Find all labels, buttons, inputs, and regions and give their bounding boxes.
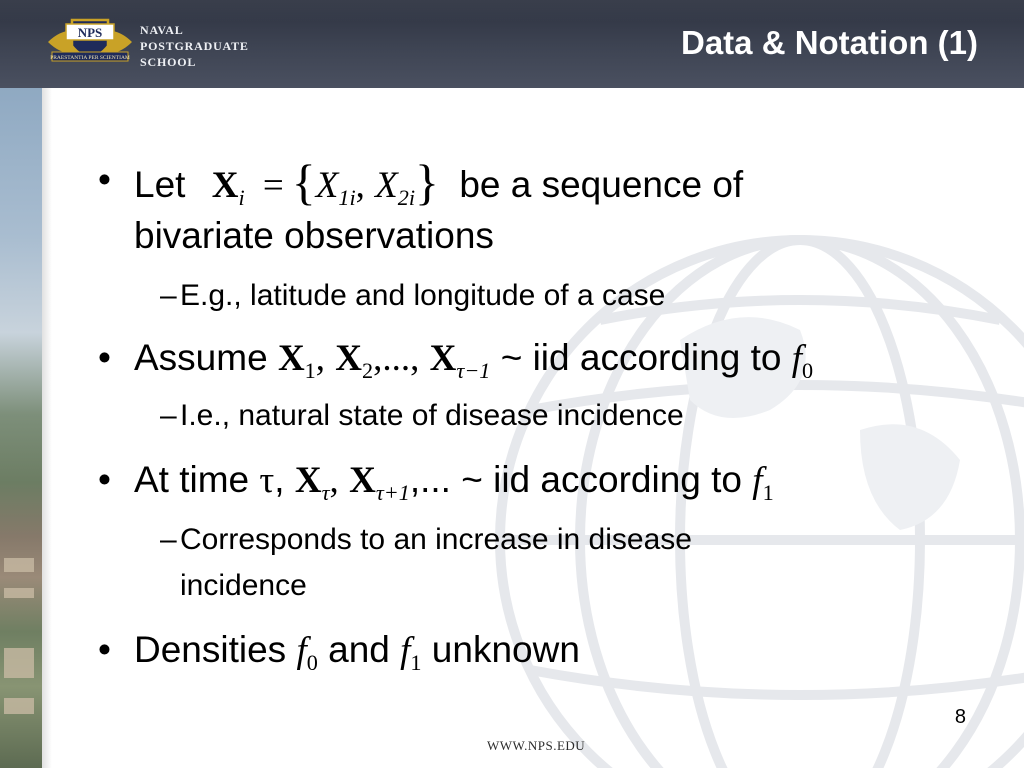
bullet-3-f-sub: 1 xyxy=(762,479,774,505)
bullet-1-comma: , xyxy=(355,165,365,206)
bullet-3-Xtau: X xyxy=(294,460,322,501)
org-line-2: POSTGRADUATE xyxy=(140,39,249,53)
logo-motto: PRAESTANTIA PER SCIENTIAM xyxy=(50,55,130,61)
bullet-dot: • xyxy=(98,629,111,670)
bullet-2-sub-1: 1 xyxy=(304,357,316,383)
bullet-3-line xyxy=(134,458,774,507)
bullet-3-after: ~ iid according to xyxy=(461,459,742,500)
bullet-2-sub-2: 2 xyxy=(362,357,374,383)
bullet-2-f-sub: 0 xyxy=(802,357,814,383)
org-line-3: SCHOOL xyxy=(140,55,197,69)
bullet-2-sub-tau-minus-1: τ−1 xyxy=(456,357,491,383)
bullet-1-prefix: Let xyxy=(134,164,186,205)
bullet-1-line-2: bivariate observations xyxy=(134,215,494,256)
bullet-4-and: and xyxy=(328,629,390,670)
bullet-4-after: unknown xyxy=(431,629,580,670)
bullet-3-sub-line-2: incidence xyxy=(180,569,307,602)
sub-bullet-dash: – xyxy=(160,399,177,432)
bullet-3-sub-tau-plus-1: τ+1 xyxy=(375,479,410,505)
bullet-1-sub-i: i xyxy=(238,184,245,210)
slide-title: Data & Notation (1) xyxy=(681,24,978,61)
bullet-3-f: f xyxy=(752,460,763,501)
sub-bullet-dash: – xyxy=(160,523,177,556)
bullet-2-comma: , xyxy=(315,338,326,379)
bullet-2-Xtau: X xyxy=(429,338,457,379)
bullet-1-var-2-sub: 2i xyxy=(397,184,416,210)
bullet-1-brace-open: { xyxy=(291,154,316,211)
bullet-1-after: be a sequence of xyxy=(459,164,744,205)
bullet-3-sub-line-1: Corresponds to an increase in disease xyxy=(180,523,692,556)
bullet-1-sub: E.g., latitude and longitude of a case xyxy=(180,279,666,312)
bullet-dot: • xyxy=(98,337,111,378)
bullet-3-sub-tau: τ xyxy=(321,479,330,505)
bullet-4-f1-sub: 1 xyxy=(410,649,422,675)
bullet-2-X2: X xyxy=(335,338,363,379)
bullet-3-comma: , xyxy=(329,460,339,501)
bullet-2-dots: ,..., xyxy=(373,338,420,379)
bullet-4-f0: f xyxy=(296,630,307,671)
bullet-dot: • xyxy=(98,159,111,200)
bullet-4-prefix: Densities xyxy=(134,629,287,670)
bullet-1-var-1-sub: 1i xyxy=(338,184,356,210)
bullet-3-tau: τ xyxy=(259,460,275,501)
bullet-3-Xtau1: X xyxy=(349,460,376,501)
bullet-2-prefix: Assume xyxy=(134,337,268,378)
bullet-4-f0-sub: 0 xyxy=(306,649,318,675)
bullet-3-prefix: At time xyxy=(134,459,250,500)
page-number: 8 xyxy=(954,706,966,728)
bullet-2-line xyxy=(134,336,813,385)
sub-bullet-dash: – xyxy=(160,279,177,312)
bullet-1-line-1 xyxy=(134,154,744,212)
bullet-1-var-1: X xyxy=(315,165,339,206)
org-line-1: NAVAL xyxy=(140,23,184,37)
bullet-1-brace-close: } xyxy=(415,154,440,211)
bullet-4-line xyxy=(134,628,580,677)
bullet-3-dots: ,... xyxy=(409,459,451,500)
bullet-dot: • xyxy=(98,459,111,500)
bullet-1-symbol-X: X xyxy=(211,165,239,206)
bullet-2-after: ~ iid according to xyxy=(500,337,782,378)
bullet-2-f: f xyxy=(791,338,803,379)
bullet-1-equals: = xyxy=(262,165,284,206)
logo-text: NPS xyxy=(77,25,103,40)
bullet-2-X1: X xyxy=(277,338,305,379)
footer-url: WWW.NPS.EDU xyxy=(487,738,586,753)
bullet-4-f1: f xyxy=(400,630,411,671)
bullet-1-var-2: X xyxy=(375,165,398,206)
bullet-2-sub: I.e., natural state of disease incidence xyxy=(180,399,684,432)
bullet-3-tau-comma: , xyxy=(274,459,285,500)
